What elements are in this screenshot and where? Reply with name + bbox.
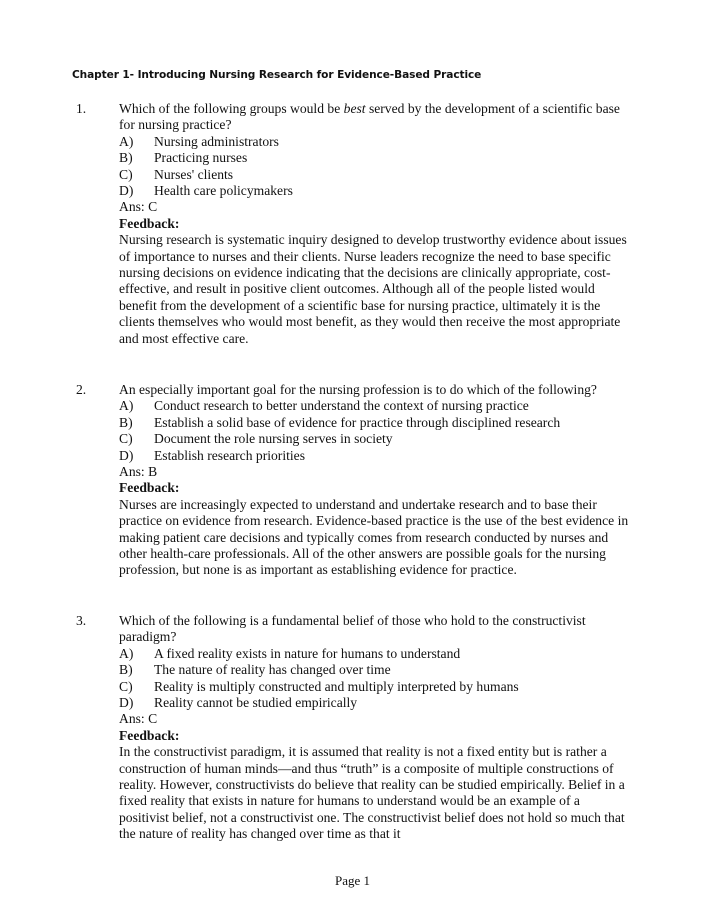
question-number: 1. [76,101,87,116]
option-b [119,662,633,678]
option-letter: D) [119,695,134,711]
question-stem [119,613,633,646]
feedback-label: Feedback: [119,480,180,496]
question-stem [119,101,633,134]
feedback-text: In the constructivist paradigm, it is assumed that reality is not a fixed entity but is rather a construction of human minds—and thus “truth” is a composite of multiple constructions of reality. However, constructivists do believe that reality can be studied empirically. Belief in a fixed reality that exists in nature for humans to understand would be an example of a positivist belief, not a constructivist one. The constructivist belief does not hold so much that the nature of reality has changed over time as that it [119,744,625,842]
option-text: Health care policymakers [154,183,293,199]
answer: Ans: B [119,464,158,480]
option-text: A fixed reality exists in nature for humans to understand [154,645,461,661]
question-body [119,382,633,579]
question-stem [119,382,633,398]
feedback-text: Nurses are increasingly expected to understand and undertake research and to base their practice on evidence from research. Evidence-based practice is the use of the best evidence in making patient care decisions and typically comes from research conducted by nurses and other health-care professionals. All of the other answers are possible goals for the nursing profession, but none is as important as establishing evidence for practice. [119,496,629,578]
question-number: 3. [76,613,87,628]
feedback-label: Feedback: [119,215,180,231]
option-letter: A) [119,645,134,661]
option-text: Practicing nurses [154,150,248,166]
answer: Ans: C [119,711,158,727]
stem-text: Which of the following is a fundamental belief of those who hold to the constructivist paradigm? [119,613,586,645]
option-letter: B) [119,662,133,678]
option-text: Reality is multiply constructed and multiply interpreted by humans [154,678,519,694]
option-letter: C) [119,431,133,447]
option-a [119,134,633,150]
page-number: Page 1 [334,873,371,888]
option-b [119,150,633,166]
question-number: 2. [76,382,87,397]
stem-text: An especially important goal for the nursing profession is to do which of the following? [119,382,597,397]
option-d [119,695,633,711]
stem-text: Which of the following groups would be [119,101,344,116]
chapter-title: Chapter 1- Introducing Nursing Research for Evidence-Based Practice [72,69,482,81]
option-text: Nurses' clients [154,166,234,182]
stem-text-continued: served by the development of a scientific base for nursing practice? [119,101,620,133]
stem-emphasis: best [343,101,366,116]
option-letter: C) [119,166,133,182]
option-text: Reality cannot be studied empirically [154,695,358,711]
feedback-label: Feedback: [119,727,180,743]
option-a [119,646,633,662]
answer: Ans: C [119,199,158,215]
question-body [119,613,633,843]
option-c [119,167,633,183]
option-text: Establish a solid base of evidence for practice through disciplined research [154,414,561,430]
option-text: Establish research priorities [154,447,305,463]
option-c [119,679,633,695]
question-body [119,101,633,347]
option-c [119,431,633,447]
feedback-text: Nursing research is systematic inquiry designed to develop trustworthy evidence about issues of importance to nurses and their clients. Nurse leaders recognize the need to base specific nursing decisions on evidence indicating that the decisions are clinically appropriate, cost-effective, and result in positive client outcomes. Although all of the people listed would benefit from the development of a scientific base for nursing practice, ultimately it is the clients themselves who would most benefit, as they would then receive the most appropriate and most effective care. [119,232,627,346]
option-letter: A) [119,398,134,414]
option-letter: D) [119,183,134,199]
option-text: Document the role nursing serves in society [154,431,393,447]
option-letter: C) [119,678,133,694]
option-letter: B) [119,150,133,166]
option-a [119,398,633,414]
option-b [119,415,633,431]
option-d [119,183,633,199]
option-text: Conduct research to better understand the context of nursing practice [154,398,529,414]
option-text: Nursing administrators [154,133,279,149]
option-letter: A) [119,133,134,149]
option-letter: D) [119,447,134,463]
option-text: The nature of reality has changed over time [154,662,391,678]
option-d [119,448,633,464]
option-letter: B) [119,414,133,430]
